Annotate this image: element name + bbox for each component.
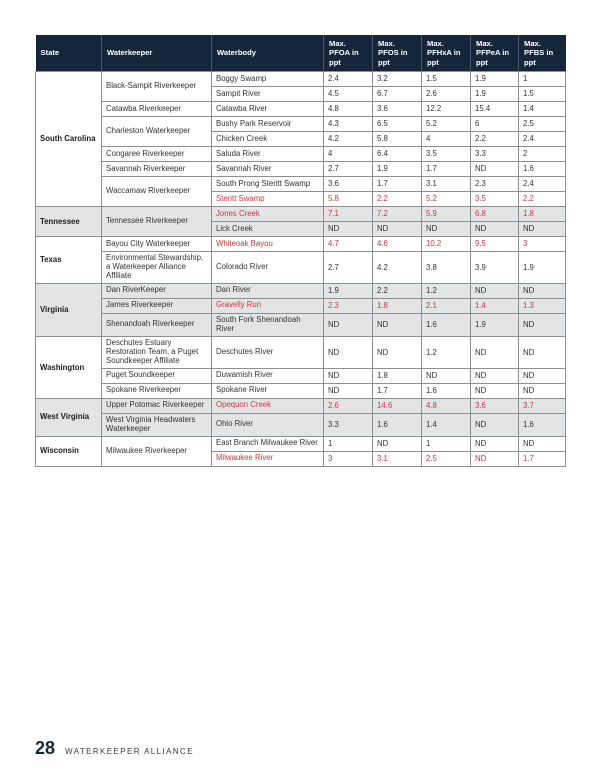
state-group: [36, 398, 566, 436]
pfos-value-cell: 3.2: [373, 72, 422, 87]
pfpea-value-cell: ND: [471, 413, 519, 436]
waterbody-cell: Sampit River: [212, 87, 324, 102]
pfoa-value-cell: 4: [324, 147, 373, 162]
waterbody-cell: Deschutes River: [212, 336, 324, 368]
pfos-value-cell: 2.2: [373, 192, 422, 207]
pfoa-value-cell: 1.9: [324, 283, 373, 298]
state-cell: Virginia: [36, 283, 102, 336]
pfhxa-value-cell: ND: [422, 368, 471, 383]
waterbody-cell: Saluda River: [212, 147, 324, 162]
table-row: [36, 298, 566, 313]
pfos-value-cell: 1.7: [373, 177, 422, 192]
header-pfos: Max. PFOS in ppt: [373, 35, 422, 72]
pfpea-value-cell: 3.6: [471, 398, 519, 413]
table-row: [36, 398, 566, 413]
waterkeeper-cell: Congaree Riverkeeper: [102, 147, 212, 162]
footer-org-name: WATERKEEPER ALLIANCE: [65, 747, 194, 756]
waterbody-cell: East Branch Milwaukee River: [212, 436, 324, 451]
table-row: [36, 162, 566, 177]
pfpea-value-cell: 15.4: [471, 102, 519, 117]
pfbs-value-cell: ND: [519, 436, 566, 451]
pfos-value-cell: 14.6: [373, 398, 422, 413]
waterbody-cell: Opequon Creek: [212, 398, 324, 413]
waterkeeper-cell: Waccamaw Riverkeeper: [102, 177, 212, 207]
waterkeeper-cell: Black-Sampit Riverkeeper: [102, 72, 212, 102]
pfpea-value-cell: ND: [471, 368, 519, 383]
state-cell: West Virginia: [36, 398, 102, 436]
pfpea-value-cell: ND: [471, 222, 519, 237]
page-number: 28: [35, 738, 56, 758]
pfoa-value-cell: 4.8: [324, 102, 373, 117]
pfoa-value-cell: 2.4: [324, 72, 373, 87]
pfhxa-value-cell: 1.7: [422, 162, 471, 177]
pfbs-value-cell: 1: [519, 72, 566, 87]
state-group: [36, 336, 566, 398]
waterkeeper-cell: Spokane Riverkeeper: [102, 383, 212, 398]
pfpea-value-cell: 1.9: [471, 313, 519, 336]
pfoa-value-cell: 3: [324, 451, 373, 466]
waterkeeper-cell: Puget Soundkeeper: [102, 368, 212, 383]
table-header-row: [36, 35, 566, 72]
pfhxa-value-cell: 1.6: [422, 313, 471, 336]
pfos-value-cell: ND: [373, 336, 422, 368]
pfos-value-cell: 1.6: [373, 413, 422, 436]
pfoa-value-cell: 4.5: [324, 87, 373, 102]
pfoa-value-cell: ND: [324, 383, 373, 398]
pfpea-value-cell: 9.5: [471, 237, 519, 252]
pfos-value-cell: 3.1: [373, 451, 422, 466]
pfbs-value-cell: 1.6: [519, 413, 566, 436]
waterbody-cell: South Prong Steritt Swamp: [212, 177, 324, 192]
pfpea-value-cell: ND: [471, 162, 519, 177]
waterbody-cell: Jones Creek: [212, 207, 324, 222]
pfpea-value-cell: 3.9: [471, 252, 519, 284]
pfpea-value-cell: 3.3: [471, 147, 519, 162]
pfbs-value-cell: ND: [519, 336, 566, 368]
pfhxa-value-cell: 1: [422, 436, 471, 451]
pfpea-value-cell: 2.3: [471, 177, 519, 192]
pfbs-value-cell: 1.7: [519, 451, 566, 466]
pfhxa-value-cell: 5.9: [422, 207, 471, 222]
waterbody-cell: Savannah River: [212, 162, 324, 177]
table-row: [36, 368, 566, 383]
table-row: [36, 336, 566, 368]
pfhxa-value-cell: 5.2: [422, 192, 471, 207]
table-row: [36, 177, 566, 192]
state-cell: Texas: [36, 237, 102, 284]
pfhxa-value-cell: 1.6: [422, 383, 471, 398]
pfbs-value-cell: 1.3: [519, 298, 566, 313]
waterkeeper-cell: Charleston Waterkeeper: [102, 117, 212, 147]
pfhxa-value-cell: 10.2: [422, 237, 471, 252]
pfos-value-cell: ND: [373, 436, 422, 451]
waterbody-cell: Lick Creek: [212, 222, 324, 237]
waterbody-cell: Bushy Park Reservoir: [212, 117, 324, 132]
pfbs-value-cell: 2.2: [519, 192, 566, 207]
page-footer: [35, 738, 194, 759]
pfhxa-value-cell: 2.1: [422, 298, 471, 313]
waterkeeper-cell: Savannah Riverkeeper: [102, 162, 212, 177]
pfpea-value-cell: 1.4: [471, 298, 519, 313]
pfos-value-cell: ND: [373, 222, 422, 237]
pfbs-value-cell: 2.4: [519, 177, 566, 192]
state-cell: Washington: [36, 336, 102, 398]
pfos-value-cell: 2.2: [373, 283, 422, 298]
pfbs-value-cell: 1.4: [519, 102, 566, 117]
pfbs-value-cell: 1.8: [519, 207, 566, 222]
pfpea-value-cell: 1.9: [471, 87, 519, 102]
waterbody-cell: Spokane River: [212, 383, 324, 398]
waterkeeper-cell: Bayou City Waterkeeper: [102, 237, 212, 252]
waterkeeper-cell: Dan RiverKeeper: [102, 283, 212, 298]
pfbs-value-cell: ND: [519, 383, 566, 398]
pfbs-value-cell: 1.6: [519, 162, 566, 177]
table-row: [36, 147, 566, 162]
pfhxa-value-cell: 2.6: [422, 87, 471, 102]
header-pfpea: Max. PFPeA in ppt: [471, 35, 519, 72]
pfoa-value-cell: ND: [324, 313, 373, 336]
pfpea-value-cell: 6: [471, 117, 519, 132]
pfhxa-value-cell: 3.1: [422, 177, 471, 192]
waterbody-cell: Ohio River: [212, 413, 324, 436]
pfos-value-cell: 6.4: [373, 147, 422, 162]
pfhxa-value-cell: 4: [422, 132, 471, 147]
header-pfbs: Max. PFBS in ppt: [519, 35, 566, 72]
pfpea-value-cell: ND: [471, 283, 519, 298]
waterkeeper-cell: Milwaukee Riverkeeper: [102, 436, 212, 466]
pfhxa-value-cell: 2.5: [422, 451, 471, 466]
pfoa-value-cell: 4.3: [324, 117, 373, 132]
table-row: [36, 72, 566, 87]
pfoa-value-cell: 2.3: [324, 298, 373, 313]
header-pfoa: Max. PFOA in ppt: [324, 35, 373, 72]
pfbs-value-cell: 1.5: [519, 87, 566, 102]
waterkeeper-cell: James Riverkeeper: [102, 298, 212, 313]
pfoa-value-cell: 3.6: [324, 177, 373, 192]
header-waterbody: Waterbody: [212, 35, 324, 72]
waterbody-cell: Whiteoak Bayou: [212, 237, 324, 252]
table-row: [36, 207, 566, 222]
pfpea-value-cell: 3.5: [471, 192, 519, 207]
table-row: [36, 237, 566, 252]
pfpea-value-cell: ND: [471, 436, 519, 451]
pfbs-value-cell: ND: [519, 222, 566, 237]
table-row: [36, 252, 566, 284]
pfos-value-cell: 1.9: [373, 162, 422, 177]
table-row: [36, 436, 566, 451]
pfos-value-cell: 6.7: [373, 87, 422, 102]
waterbody-cell: Milwaukee River: [212, 451, 324, 466]
waterbody-cell: Duwamish River: [212, 368, 324, 383]
pfoa-value-cell: 4.2: [324, 132, 373, 147]
pfpea-value-cell: 6.8: [471, 207, 519, 222]
pfhxa-value-cell: 3.8: [422, 252, 471, 284]
table-row: [36, 283, 566, 298]
waterkeeper-cell: Deschutes Estuary Restoration Team, a Puget Soundkeeper Affiliate: [102, 336, 212, 368]
pfbs-value-cell: 3: [519, 237, 566, 252]
waterbody-cell: Steritt Swamp: [212, 192, 324, 207]
waterkeeper-cell: Shenandoah Riverkeeper: [102, 313, 212, 336]
pfos-value-cell: 1.8: [373, 368, 422, 383]
pfos-value-cell: 4.6: [373, 237, 422, 252]
pfas-results-table: [35, 35, 566, 467]
waterbody-cell: Gravelly Run: [212, 298, 324, 313]
pfos-value-cell: 4.2: [373, 252, 422, 284]
pfhxa-value-cell: 5.2: [422, 117, 471, 132]
pfoa-value-cell: 4.7: [324, 237, 373, 252]
pfoa-value-cell: 2.7: [324, 162, 373, 177]
pfpea-value-cell: ND: [471, 383, 519, 398]
pfpea-value-cell: 1.9: [471, 72, 519, 87]
pfhxa-value-cell: 1.4: [422, 413, 471, 436]
state-group: [36, 237, 566, 284]
pfoa-value-cell: 7.1: [324, 207, 373, 222]
pfhxa-value-cell: 1.2: [422, 336, 471, 368]
pfhxa-value-cell: 1.5: [422, 72, 471, 87]
state-cell: South Carolina: [36, 72, 102, 207]
pfos-value-cell: 1.8: [373, 298, 422, 313]
pfbs-value-cell: 1.9: [519, 252, 566, 284]
table-row: [36, 313, 566, 336]
pfoa-value-cell: 2.7: [324, 252, 373, 284]
pfbs-value-cell: 2.5: [519, 117, 566, 132]
pfos-value-cell: 1.7: [373, 383, 422, 398]
pfoa-value-cell: ND: [324, 336, 373, 368]
state-group: [36, 207, 566, 237]
pfbs-value-cell: 2.4: [519, 132, 566, 147]
pfoa-value-cell: 5.8: [324, 192, 373, 207]
table-row: [36, 117, 566, 132]
header-pfhxa: Max. PFHxA in ppt: [422, 35, 471, 72]
pfpea-value-cell: ND: [471, 336, 519, 368]
state-group: [36, 283, 566, 336]
waterbody-cell: Chicken Creek: [212, 132, 324, 147]
pfhxa-value-cell: 1.2: [422, 283, 471, 298]
waterbody-cell: Boggy Swamp: [212, 72, 324, 87]
pfoa-value-cell: ND: [324, 368, 373, 383]
pfoa-value-cell: 1: [324, 436, 373, 451]
pfoa-value-cell: 3.3: [324, 413, 373, 436]
pfoa-value-cell: ND: [324, 222, 373, 237]
pfos-value-cell: 6.5: [373, 117, 422, 132]
pfos-value-cell: 5.8: [373, 132, 422, 147]
header-state: State: [36, 35, 102, 72]
pfos-value-cell: 7.2: [373, 207, 422, 222]
waterkeeper-cell: Upper Potomac Riverkeeper: [102, 398, 212, 413]
pfoa-value-cell: 2.6: [324, 398, 373, 413]
pfhxa-value-cell: 3.5: [422, 147, 471, 162]
waterkeeper-cell: Tennessee Riverkeeper: [102, 207, 212, 237]
pfpea-value-cell: ND: [471, 451, 519, 466]
pfbs-value-cell: ND: [519, 283, 566, 298]
waterbody-cell: Catawba River: [212, 102, 324, 117]
pfbs-value-cell: ND: [519, 368, 566, 383]
pfhxa-value-cell: 4.8: [422, 398, 471, 413]
header-waterkeeper: Waterkeeper: [102, 35, 212, 72]
pfhxa-value-cell: 12.2: [422, 102, 471, 117]
pfos-value-cell: ND: [373, 313, 422, 336]
table-row: [36, 413, 566, 436]
state-group: [36, 436, 566, 466]
state-cell: Wisconsin: [36, 436, 102, 466]
waterkeeper-cell: Catawba Riverkeeper: [102, 102, 212, 117]
pfhxa-value-cell: ND: [422, 222, 471, 237]
pfpea-value-cell: 2.2: [471, 132, 519, 147]
waterbody-cell: South Fork Shenandoah River: [212, 313, 324, 336]
pfbs-value-cell: ND: [519, 313, 566, 336]
waterbody-cell: Dan River: [212, 283, 324, 298]
state-cell: Tennessee: [36, 207, 102, 237]
table-row: [36, 383, 566, 398]
pfbs-value-cell: 3.7: [519, 398, 566, 413]
waterkeeper-cell: West Virginia Headwaters Waterkeeper: [102, 413, 212, 436]
waterkeeper-cell: Environmental Stewardship, a Waterkeeper Alliance Affiliate: [102, 252, 212, 284]
pfos-value-cell: 3.6: [373, 102, 422, 117]
table-row: [36, 102, 566, 117]
pfbs-value-cell: 2: [519, 147, 566, 162]
waterbody-cell: Colorado River: [212, 252, 324, 284]
state-group: [36, 72, 566, 207]
